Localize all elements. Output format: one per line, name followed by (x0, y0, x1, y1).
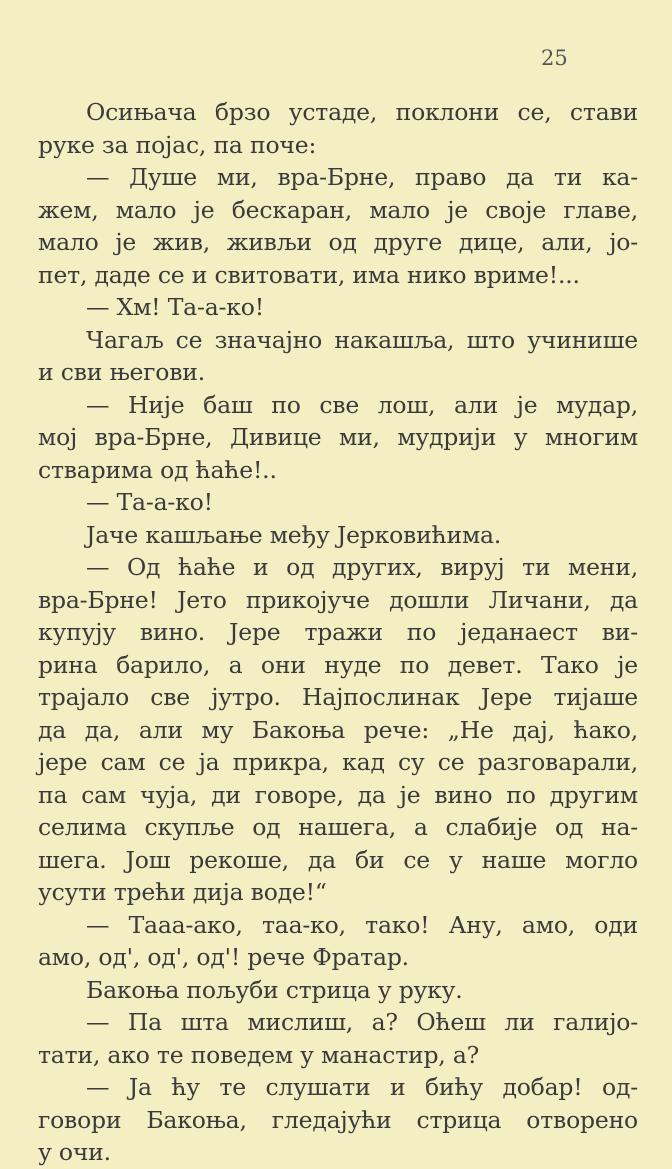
text-line: Бакоња пољуби стрица у руку. (86, 975, 463, 1004)
text-line: стварима од ћаће!.. (38, 455, 277, 484)
text-line: усути трећи дија воде!“ (38, 878, 327, 906)
text-line: да да, али му Бакоња рече: „Не дај, ћако, (38, 715, 638, 744)
text-line: јере сам се ја прикра, кад су се разговарали, (38, 748, 638, 776)
text-line: тати, ако те поведем у манастир, а? (38, 1040, 480, 1069)
text-line: жем, мало је бескаран, мало је своје главе, (38, 195, 638, 224)
text-line: селима скупље од нашега, а слабије од на- (38, 813, 638, 841)
page-number: 25 (541, 46, 568, 70)
text-line: мој вра-Брне, Дивице ми, мудрији у многим (38, 423, 638, 451)
text-line: Осињача брзо устаде, поклони се, стави (86, 98, 638, 126)
text-line: — Па шта мислиш, а? Оћеш ли галијо- (86, 1008, 638, 1036)
text-line: шега. Још рекоше, да би се у наше могло (38, 845, 638, 874)
text-line: амо, од', од', од'! рече Фратар. (38, 943, 409, 971)
text-line: — Та-а-ко! (86, 488, 213, 516)
text-line: говори Бакоња, гледајући стрица отворено (38, 1105, 638, 1134)
text-line: Јаче кашљање међу Јерковићима. (86, 520, 502, 549)
text-line: купују вино. Јере тражи по једанаест ви- (38, 618, 638, 646)
text-line: трајало све јутро. Најпослинак Јере тијаше (38, 683, 638, 711)
text-line: — Ја ћу те слушати и бићу добар! од- (86, 1073, 638, 1101)
text-line: пет, даде се и свитовати, има нико вриме!... (38, 260, 580, 289)
text-line: мало је жив, живљи од друге дице, али, јо- (38, 228, 638, 256)
text-line: — Душе ми, вра-Брне, право да ти ка- (86, 163, 638, 191)
text-line: — Од ћаће и од других, вируј ти мени, (86, 553, 638, 581)
text-line: рина барило, а они нуде по девет. Тако је (38, 650, 638, 679)
text-line: — Тааа-ако, таа-ко, тако! Ану, амо, оди (86, 910, 638, 939)
text-line: — Хм! Та-а-ко! (86, 293, 264, 321)
text-line: вра-Брне! Јето прикојуче дошли Личани, да (38, 585, 638, 614)
text-line: — Није баш по све лош, али је мудар, (86, 390, 638, 419)
text-line: и сви његови. (38, 358, 206, 386)
body-text (38, 96, 638, 1169)
text-line: руке за појас, па поче: (38, 130, 317, 159)
text-line: Чагаљ се значајно накашља, што учинише (86, 325, 638, 354)
text-line: па сам чуја, ди говоре, да је вино по другим (38, 780, 638, 809)
text-line: у очи. (38, 1138, 111, 1166)
